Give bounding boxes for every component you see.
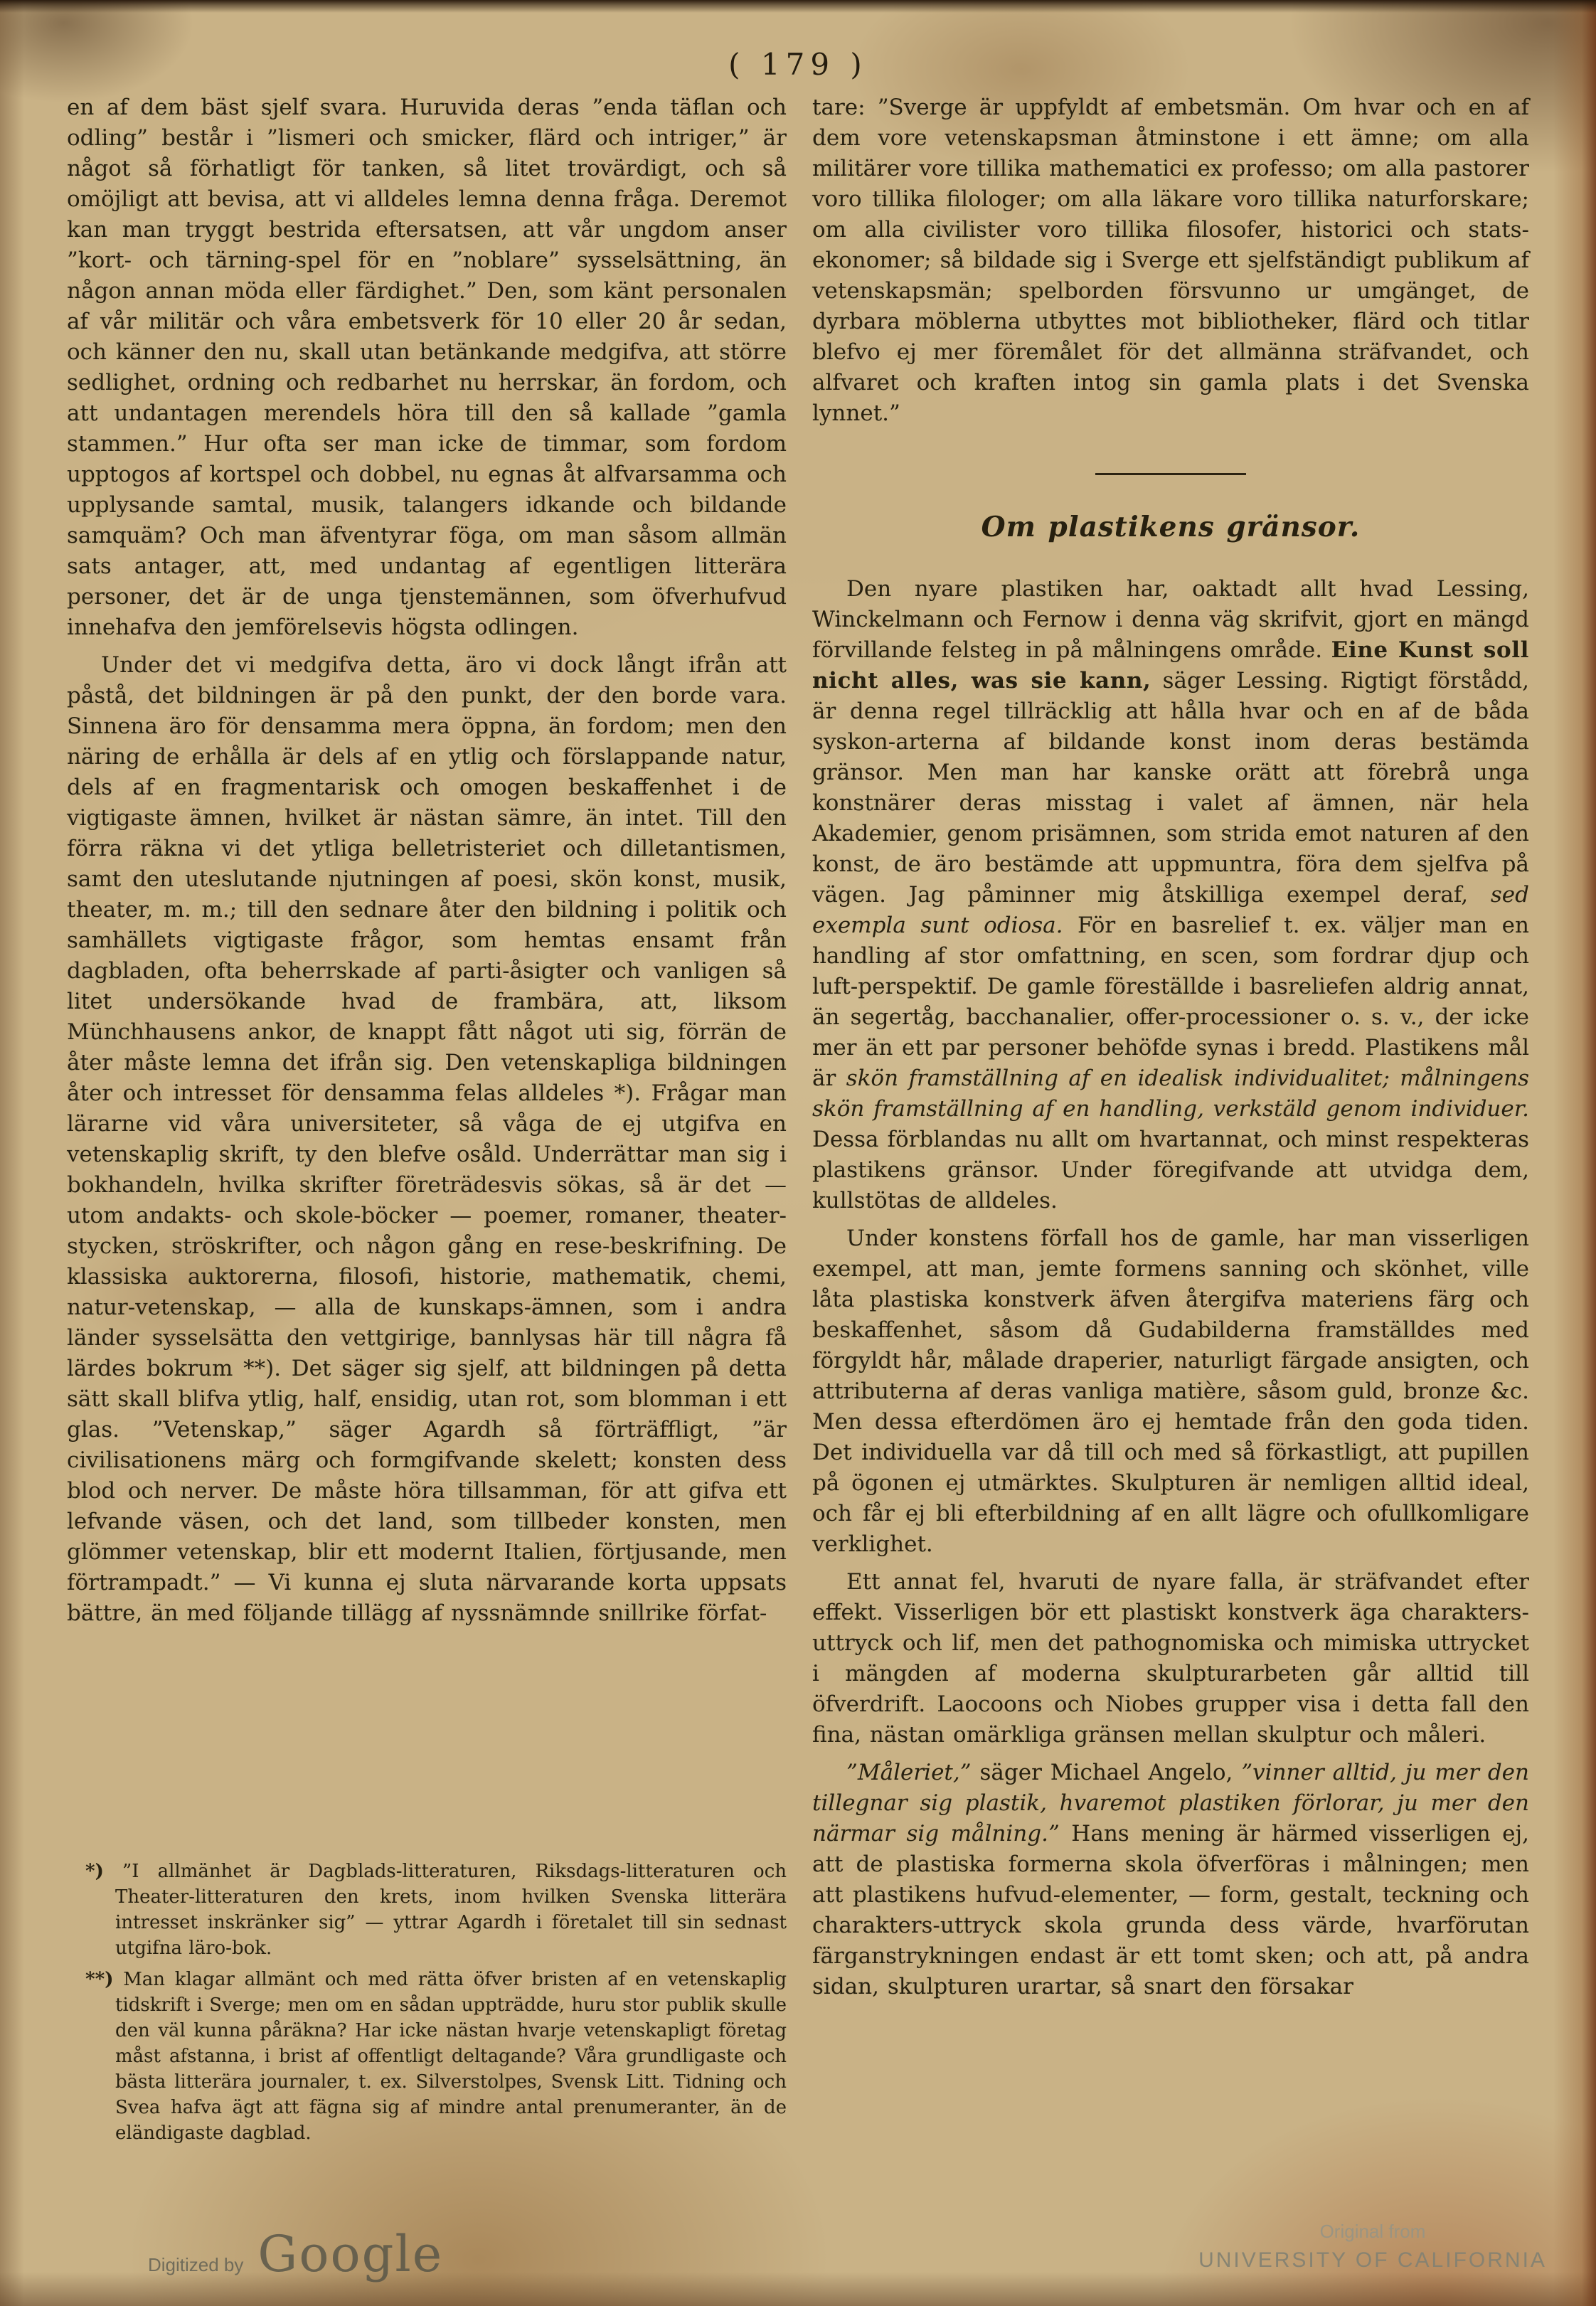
- left-column: [67, 92, 787, 2152]
- paragraph-continuation: tare: ”Sverge är uppfyldt af embetsmän. Om hvar och en af dem vore vetenskapsman åtminstone i ett ämne; om alla militärer vore tillika mathematici ex professo; om alla pastorer voro tillika filologer; om alla läkare voro tillika naturforskare; om alla civilister voro tillika filosofer, historici och stats-ekonomer; så bildade sig i Sverge ett sjelfständigt publikum af vetenskapsmän; spelborden försvunno ur umgänget, de dyrbara möblerna utbyttes mot bibliotheker, flärd och titlar blefvo ej mer föremålet för det allmänna sträfvandet, och alfvaret och kraften intog sin gamla plats i det Svenska lynnet.”: [812, 95, 1529, 426]
- paragraph: [812, 574, 1529, 1216]
- footnote-marker: *): [85, 1861, 104, 1882]
- google-logo: Google: [257, 2225, 444, 2283]
- paragraph-text: Dessa förblandas nu allt om hvartannat, och minst respekteras plastikens gränsor. Under föregifvande att utvidga dem, kullstötas de alldeles.: [812, 1127, 1529, 1213]
- watermark-original: [1159, 2221, 1586, 2273]
- footnotes-block: [67, 1834, 787, 2152]
- paragraph-text: Den nyare plastiken har, oaktadt allt hvad Lessing, Winckelmann och Fernow i denna väg skrifvit, gjort en mängd förvillande felsteg in på målningens område.: [812, 576, 1529, 663]
- paragraph: Ett annat fel, hvaruti de nyare falla, är sträfvandet efter effekt. Visserligen bör ett plastiskt konstverk äga charakters-uttryck och lif, men det pathognomiska och mimiska uttrycket i mängden af moderna skulpturarbeten går alltid till öfverdrift. Laocoons och Niobes grupper visa i detta fall den fina, nästan omärkliga gränsen mellan skulptur och måleri.: [812, 1569, 1529, 1748]
- watermark-digitized: [148, 2225, 443, 2283]
- italic-phrase: skön framställning af en idealisk individualitet; målningens skön framställning af en handling, verkstäld genom individuer.: [812, 1066, 1530, 1122]
- footnote-text: Man klagar allmänt och med rätta öfver bristen af en vetenskaplig tidskrift i Sverge; men om en sådan uppträdde, huru stor publik skulle den väl kunna påräkna? Har icke nästan hvarje vetenskapligt företag måst afstanna, i brist af offentligt deltagande? Våra grundligaste och bästa litterära journaler, t. ex. Silverstolpes, Svensk Litt. Tidning och Svea hafva ägt att fägna sig af mindre antal prenumeranter, än de eländigaste dagblad.: [115, 1969, 787, 2144]
- paragraph: Under det vi medgifva detta, äro vi dock långt ifrån att påstå, det bildningen är på den punkt, der den borde vara. Sinnena äro för densamma mera öppna, än fordom; men den näring de erhålla är dels af en ytlig och förslappande natur, dels af en fragmentarisk och omogen beskaffenhet i de vigtigaste ämnen, hvilket är nästan sämre, än intet. Till den förra räkna vi det ytliga belletristeriet och dilletantismen, samt den uteslutande njutningen af poesi, skön konst, musik, theater, m. m.; till den sednare åter den bildning i politik och samhällets vigtigaste frågor, som hemtas ensamt från dagbladen, ofta beherrskade af parti-åsigter och vanligen så litet undersökande hvad de frambära, att, liksom Münchhausens ankor, de knappt fått något uti sig, förrän de åter måste lemna det ifrån sig. Den vetenskapliga bildningen åter och intresset för densamma felas alldeles *). Frågar man lärarne vid våra universiteter, så våga de ej utgifva en vetenskaplig skrift, ty den blefve osåld. Underrättar man sig i bokhandeln, hvilka skrifter företrädesvis sökas, så är det — utom andakts- och skole-böcker — poemer, romaner, theater-stycken, ströskrifter, och någon gång en rese-beskrifning. De klassiska auktorerna, filosofi, historie, mathematik, chemi, natur-vetenskap, — alla de kunskaps-ämnen, som i andra länder sysselsätta den vettgirige, bannlysas här till några få lärdes bokrum **). Det säger sig sjelf, att bildningen på detta sätt skall blifva ytlig, half, ensidig, utan rot, som blomman i ett glas. ”Vetenskap,” säger Agardh så förträffligt, ”är civilisationens märg och formgifvande skelett; konsten dess blod och nerver. De måste höra tillsamman, för att gifva ett lefvande väsen, och det land, som tillbeder konsten, men glömmer vetenskap, blir ett modernt Italien, förtjusande, men förtrampadt.” — Vi kunna ej sluta närvarande korta uppsats bättre, än med följande tillägg af nyssnämnde snillrike förfat-: [67, 652, 787, 1626]
- paragraph-text: För en basrelief t. ex. väljer man en handling af stor omfattning, en scen, som fordrar djup och luft-perspektif. De gamle föreställde i basreliefen aldrig annat, än segertåg, bacchanalier, offer-processioner o. s. v., der icke mer än ett par personer behöfde synas i bredd. Plastikens mål är: [812, 913, 1529, 1091]
- paragraph-text: säger Michael Angelo,: [971, 1760, 1242, 1785]
- digitized-by-label: Digitized by: [148, 2254, 244, 2275]
- section-divider: [1095, 473, 1246, 475]
- university-label: UNIVERSITY OF CALIFORNIA: [1198, 2248, 1547, 2272]
- original-from-label: Original from: [1319, 2221, 1426, 2242]
- paragraph: Under konstens förfall hos de gamle, har man visserligen exempel, att man, jemte formens sanning och skönhet, ville låta plastiska konstverk äfven återgifva materiens färg och beskaffenhet, såsom då Gudabilderna framställdes med förgyldt hår, målade draperier, naturligt färgade ansigten, och attributerna af deras vanliga matière, såsom guld, bronze &c. Men dessa efterdömen äro ej hemtade från den goda tiden. Det individuella var då till och med så förkastligt, att pupillen på ögonen ej utmärktes. Skulpturen är nemligen alltid ideal, och får ej bli efterbildning af en allt lägre och ofullkomligare verklighet.: [812, 1226, 1529, 1557]
- footnote: [85, 1967, 787, 2146]
- paragraph-text: säger Lessing. Rigtigt förstådd, är denna regel tillräcklig att hålla hvar och en af de båda syskon-arterna af bildande konst inom deras bestämda gränsor. Men man har kanske orätt att förebrå unga konstnärer deras misstag i valet af ämnen, när hela Akademier, genom prisämnen, som strida emot naturen af den konst, de äro bestämde att uppmuntra, föra dem sjelfva på vägen. Jag påminner mig åtskilliga exempel deraf,: [812, 668, 1529, 908]
- angelo-quote: ”vinner alltid, ju mer den tillegnar sig plastik, hvaremot plastiken förlorar, ju mer den närmar sig målning.”: [812, 1760, 1529, 1847]
- quote-title: ”Måleriet,”: [846, 1760, 972, 1785]
- paragraph-text: Hans mening är härmed visserligen ej, att de plastiska formerna skola öfverföras i målningen; men att plastikens hufvud-elementer, — form, gestalt, teckning och charakters-uttryck skola grunda dess värde, hvarförutan färganstrykningen endast är ett tomt sken; och att, på andra sidan, skulpturen urartar, så snart den försakar: [812, 1821, 1529, 1999]
- latin-phrase: sed exempla sunt odiosa.: [812, 882, 1529, 938]
- footnote-marker: **): [85, 1969, 114, 1990]
- fraktur-quote: Eine Kunst soll nicht alles, was sie kann,: [812, 637, 1529, 694]
- section-heading: Om plastikens gränsor.: [981, 511, 1361, 543]
- right-column: [812, 92, 1529, 2002]
- page-number: ( 179 ): [728, 47, 868, 82]
- paragraph-continuation: en af dem bäst sjelf svara. Huruvida deras ”enda täflan och odling” består i ”lismeri och smicker, flärd och intriger,” är något så förhatligt för tanken, så litet trovärdigt, och så omöjligt att bevisa, att vi alldeles lemna denna fråga. Deremot kan man tryggt bestrida eftersatsen, att vår ungdom anser ”kort- och tärning-spel för en ”noblare” sysselsättning, än någon annan möda eller färdighet.” Den, som känt personalen af vår militär och våra embetsverk för 10 eller 20 år sedan, och känner den nu, skall utan betänkande medgifva, att större sedlighet, ordning och redbarhet nu herrskar, än fordom, och att undantagen merendels höra till den så kallade ”gamla stammen.” Hur ofta ser man icke de timmar, som fordom upptogos af kortspel och dobbel, nu egnas åt alfvarsamma och upplysande samtal, musik, talangers idkande och bildande samquäm? Och man äfventyrar föga, om man såsom allmän sats antager, att, med undantag af egentligen litterära personer, det är de unga tjenstemännen, som öfverhufvud innehafva den jemförelsevis högsta odlingen.: [67, 95, 787, 640]
- footnote-text: ”I allmänhet är Dagblads-litteraturen, Riksdags-litteraturen och Theater-litteraturen den krets, inom hvilken Svenska litterära intresset inskränker sig” — yttrar Agardh i företalet till sin sednast utgifna läro-bok.: [115, 1861, 787, 1959]
- paragraph: [812, 1758, 1529, 2002]
- footnote: [85, 1859, 787, 1961]
